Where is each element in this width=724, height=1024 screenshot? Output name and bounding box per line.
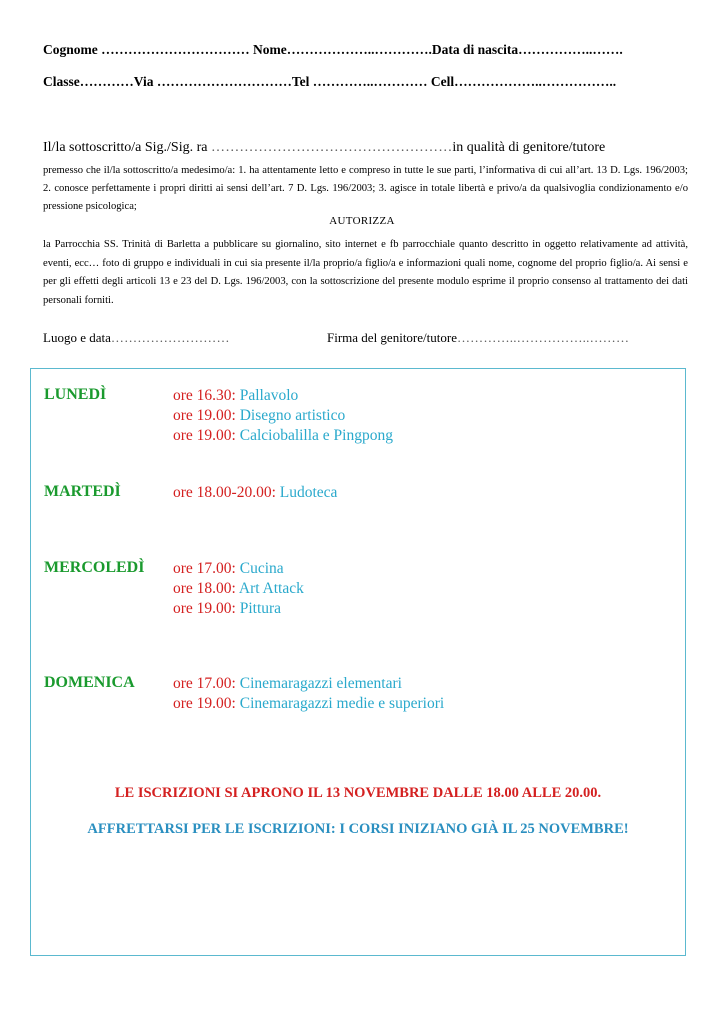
schedule-box [30,368,686,956]
signature-field [327,330,629,346]
day-label: MARTEDÌ [44,483,121,500]
schedule-slot [173,386,393,406]
slot-activity: Disegno artistico [239,407,346,424]
form-row-personal: Cognome …………………………… Nome………………..………….Data di nascita……………..……. [43,42,623,57]
place-date-label: Luogo e data [43,330,111,345]
slot-time: ore 19.00: [173,695,240,712]
slot-time: ore 18.00: [173,580,239,597]
schedule-slot [173,694,444,714]
slot-time: ore 19.00: [173,427,240,444]
slot-time: ore 19.00: [173,600,240,617]
courses-start-notice: AFFRETTARSI PER LE ISCRIZIONI: I CORSI INIZIANO GIÀ IL 25 NOVEMBRE! [87,821,629,837]
signature-row [43,330,688,346]
authorization-paragraph: la Parrocchia SS. Trinità di Barletta a pubblicare su giornalino, sito internet e fb parrocchiale quanto descritto in oggetto relativamente ad attività, eventi, ecc… foto di gruppo e individuali in cui sia presente il/la proprio/a figlio/a e informazioni quali nome, cognome del proprio figlio/a. Ai sensi e per gli effetti degli articoli 13 e 23 del D. Lgs. 196/2003, con la sottoscrizione del presente modulo esprime il proprio consenso al trattamento dei dati personali forniti. [43,239,688,306]
day-label: DOMENICA [44,674,135,691]
consent-prefix: Il/la sottoscritto/a Sig./Sig. ra [43,140,211,155]
authorize-heading: AUTORIZZA [329,215,395,227]
day-slots [173,483,337,503]
premise-paragraph: premesso che il/la sottoscritto/a medesimo/a: 1. ha attentamente letto e compreso in tutte le sue parti, l’informativa di cui all’art. 13 D. Lgs. 196/2003; 2. conosce perfettamente i propri diritti ai sensi dell’art. 7 D. Lgs. 196/2003; 3. agisce in totale libertà e privo/a da qualsivoglia condizionamento e/o pressione psicologica; [43,165,688,212]
schedule-slot [173,406,393,426]
day-slots [173,674,444,714]
place-date-dots: ……………………… [110,330,230,345]
slot-time: ore 18.00-20.00: [173,484,280,501]
day-label: MERCOLEDÌ [44,559,145,576]
schedule-slot [173,674,444,694]
slot-activity: Cucina [239,560,284,577]
slot-activity: Pittura [239,600,282,617]
day-slots [173,386,393,446]
slot-activity: Cinemaragazzi elementari [239,675,402,692]
slot-activity: Cinemaragazzi medie e superiori [239,695,445,712]
schedule-slot [173,599,304,619]
slot-time: ore 19.00: [173,407,240,424]
registration-open-notice: LE ISCRIZIONI SI APRONO IL 13 NOVEMBRE DALLE 18.00 ALLE 20.00. [114,785,602,801]
schedule-slot [173,559,304,579]
form-row-contacts: Classe…………Via …………………………Tel …………..………… Cell………………..…………….. [43,74,617,89]
slot-time: ore 17.00: [173,560,240,577]
consent-suffix: in qualità di genitore/tutore [452,140,606,155]
schedule-slot [173,483,337,503]
signature-dots: …………..……………..……… [456,330,630,345]
slot-time: ore 17.00: [173,675,240,692]
day-label: LUNEDÌ [44,386,107,403]
slot-activity: Art Attack [238,580,304,597]
slot-activity: Ludoteca [279,484,338,501]
signature-label: Firma del genitore/tutore [327,330,457,345]
schedule-slot [173,579,304,599]
slot-activity: Calciobalilla e Pingpong [239,427,393,444]
day-slots [173,559,304,619]
schedule-slot [173,426,393,446]
slot-activity: Pallavolo [239,387,299,404]
consent-heading [43,140,605,156]
consent-name-dots: …………………………………………… [211,140,453,155]
slot-time: ore 16.30: [173,387,240,404]
